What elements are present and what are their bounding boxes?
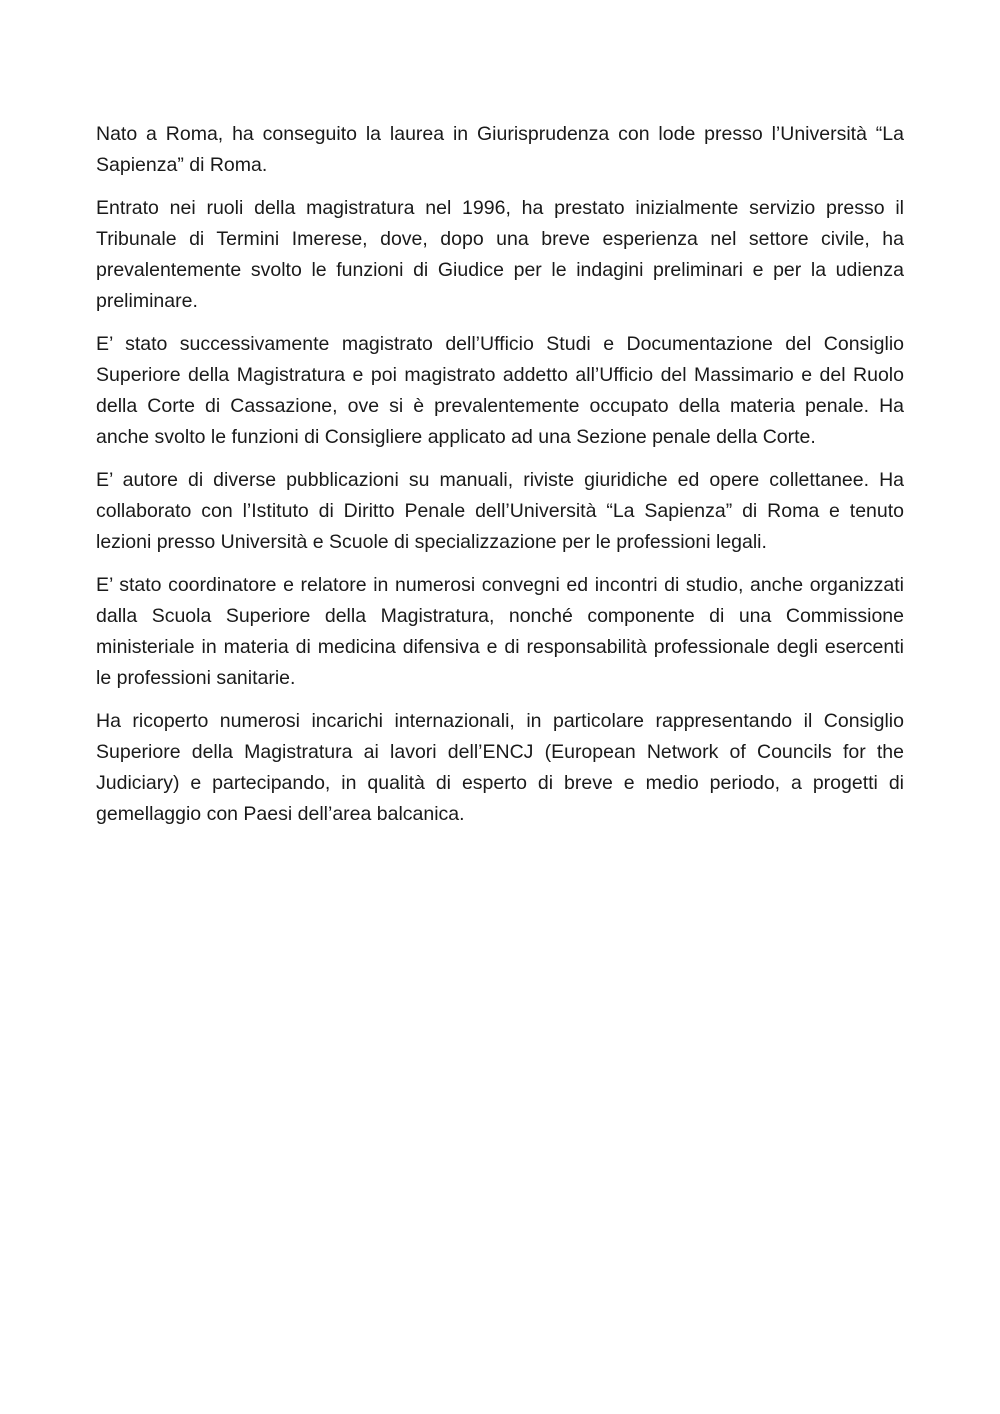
paragraph-early-career: Entrato nei ruoli della magistratura nel 1996, ha prestato inizialmente servizio presso il Tribunale di Termini Imerese, dove, dopo una breve esperienza nel settore civile, ha prevalentemente svolto le funzioni di Giudice per le indagini preliminari e per la udienza preliminare.	[96, 197, 904, 312]
paragraph-international: Ha ricoperto numerosi incarichi internazionali, in particolare rappresentando il Consiglio Superiore della Magistratura ai lavori dell’ENCJ (European Network of Councils for the Judiciary) e partecipando, in qualità di esperto di breve e medio periodo, a progetti di gemellaggio con Paesi dell’area balcanica.	[96, 710, 904, 825]
document-page	[96, 119, 904, 842]
paragraph-publications: E’ autore di diverse pubblicazioni su manuali, riviste giuridiche ed opere collettanee. Ha collaborato con l’Istituto di Diritto Penale dell’Università “La Sapienza” di Roma e tenuto lezioni presso Università e Scuole di specializzazione per le professioni legali.	[96, 469, 904, 553]
paragraph-csm-cassazione: E’ stato successivamente magistrato dell’Ufficio Studi e Documentazione del Consiglio Superiore della Magistratura e poi magistrato addetto all’Ufficio del Massimario e del Ruolo della Corte di Cassazione, ove si è prevalentemente occupato della materia penale. Ha anche svolto le funzioni di Consigliere applicato ad una Sezione penale della Corte.	[96, 333, 904, 448]
paragraph-conferences: E’ stato coordinatore e relatore in numerosi convegni ed incontri di studio, anche organizzati dalla Scuola Superiore della Magistratura, nonché componente di una Commissione ministeriale in materia di medicina difensiva e di responsabilità professionale degli esercenti le professioni sanitarie.	[96, 574, 904, 689]
paragraph-birth-education: Nato a Roma, ha conseguito la laurea in Giurisprudenza con lode presso l’Università “La Sapienza” di Roma.	[96, 123, 904, 176]
